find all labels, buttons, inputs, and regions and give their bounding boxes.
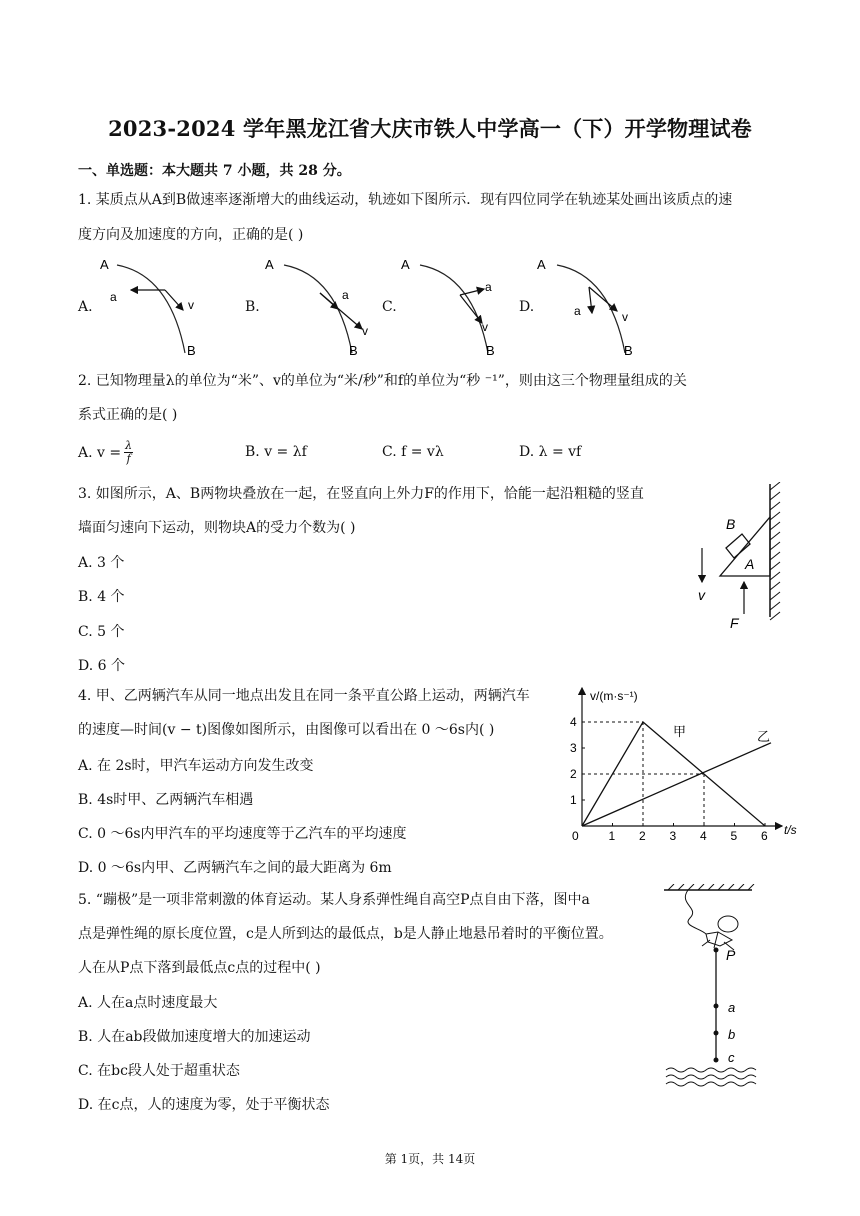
q4-stem-line2: 的速度—时间(v − t)图像如图所示，由图像可以看出在 0 ～6s内( ): [78, 722, 495, 738]
q4-vt-chart: [560, 682, 810, 842]
svg-text:B: B: [486, 343, 495, 358]
velocity-arrow: [165, 290, 183, 310]
q2-option-d: D. λ = vf: [519, 444, 582, 460]
label-a: a: [728, 1000, 736, 1015]
ceiling-hatching: [668, 884, 754, 890]
point-a: [714, 1004, 719, 1009]
q2-stem-line2: 系式正确的是( ): [78, 407, 178, 423]
svg-text:B: B: [624, 343, 633, 358]
q3-stem-line1: 3. 如图所示，A、B两物块叠放在一起，在竖直向上外力F的作用下，恰能一起沿粗糙的竖直: [78, 486, 644, 502]
q4-option-a: A. 在 2s时，甲汽车运动方向发生改变: [78, 758, 314, 774]
q3-option-b: B. 4 个: [78, 589, 125, 605]
q1-stem-line1: 1. 某质点从A到B做速率逐渐增大的曲线运动，轨迹如下图所示．现有四位同学在轨迹某处画出该质点的速: [78, 192, 733, 208]
q2-option-c: C. f = vλ: [382, 444, 444, 460]
svg-text:a: a: [342, 288, 349, 302]
q1-option-c: C.: [382, 299, 397, 315]
label-P: P: [726, 947, 736, 963]
y-tick-label: 1: [570, 793, 577, 807]
q2-option-b: B. v = λf: [245, 444, 307, 460]
label-b: b: [728, 1027, 736, 1042]
section-heading: 一、单选题：本大题共 7 小题，共 28 分。: [78, 163, 351, 179]
svg-text:v: v: [362, 324, 368, 338]
q3-option-c: C. 5 个: [78, 624, 125, 640]
exam-title: 2023-2024 学年黑龙江省大庆市铁人中学高一（下）开学物理试卷: [108, 116, 752, 141]
x-tick-label: 6: [761, 829, 768, 842]
label-A: A: [745, 556, 755, 572]
fraction-denominator: f: [126, 452, 131, 465]
wall-hatching: [770, 482, 780, 620]
q5-option-b: B. 人在ab段做加速度增大的加速运动: [78, 1029, 311, 1045]
label-A: A: [100, 257, 109, 272]
trajectory-curve: [117, 265, 185, 353]
label-v: v: [188, 298, 194, 312]
q2-option-a: [78, 440, 133, 465]
q5-option-d: D. 在c点，人的速度为零，处于平衡状态: [78, 1097, 330, 1113]
q1-stem-line2: 度方向及加速度的方向，正确的是( ): [78, 227, 304, 243]
x-tick-label: 3: [669, 829, 677, 842]
q1-option-a: A.: [78, 299, 93, 315]
q1-figure-a: [95, 255, 205, 360]
svg-text:A: A: [401, 257, 410, 272]
svg-text:A: A: [537, 257, 546, 272]
svg-text:B: B: [349, 343, 358, 358]
x-tick-label: 1: [608, 829, 616, 842]
label-c: c: [728, 1050, 735, 1065]
series-label: 甲: [673, 724, 687, 739]
q5-stem-line2: 点是弹性绳的原长度位置，c是人所到达的最低点，b是人静止地悬吊着时的平衡位置。: [78, 926, 613, 942]
y-tick-label: 4: [570, 715, 577, 729]
q3-option-d: D. 6 个: [78, 658, 125, 674]
q5-stem-line3: 人在从P点下落到最低点c点的过程中( ): [78, 960, 321, 976]
svg-text:a: a: [485, 280, 492, 294]
x-tick-label: 0: [572, 829, 579, 842]
water-waves: [666, 1068, 756, 1086]
y-axis-label: v/(m·s⁻¹): [590, 689, 638, 703]
q1-option-b: B.: [245, 299, 260, 315]
velocity-arrow: [589, 287, 617, 311]
q3-option-a: A. 3 个: [78, 555, 125, 571]
q3-figure: [688, 482, 788, 634]
svg-text:v: v: [622, 310, 628, 324]
q5-bungee-figure: [660, 884, 780, 1094]
series-label: 乙: [757, 728, 771, 744]
q5-option-c: C. 在bc段人处于超重状态: [78, 1063, 240, 1079]
q1-figure-c: [398, 255, 508, 360]
point-P: [714, 948, 719, 953]
jumper-icon: [702, 916, 738, 950]
q3-stem-line2: 墙面匀速向下运动，则物块A的受力个数为( ): [78, 520, 356, 536]
x-tick-label: 5: [730, 829, 738, 842]
label-v: v: [698, 587, 705, 603]
accel-arrow: [589, 287, 592, 313]
point-b: [714, 1031, 719, 1036]
q4-option-c: C. 0 ～6s内甲汽车的平均速度等于乙汽车的平均速度: [78, 826, 407, 842]
label-B: B: [726, 516, 736, 532]
q1-option-d: D.: [519, 299, 535, 315]
block-b: [726, 534, 750, 558]
series-line: [582, 743, 771, 826]
svg-text:v: v: [482, 320, 488, 334]
velocity-arrow: [460, 295, 482, 323]
q4-stem-line1: 4. 甲、乙两辆汽车从同一地点出发且在同一条平直公路上运动，两辆汽车: [78, 688, 530, 704]
q2-stem-line1: 2. 已知物理量λ的单位为“米”、v的单位为“米/秒”和f的单位为“秒 ⁻¹”，则由这三个物理量组成的关: [78, 373, 687, 389]
velocity-arrow: [320, 293, 362, 329]
q4-option-b: B. 4s时甲、乙两辆汽车相遇: [78, 792, 254, 808]
label-a: a: [110, 290, 117, 304]
q5-option-a: A. 人在a点时速度最大: [78, 995, 218, 1011]
x-tick-label: 2: [639, 829, 646, 842]
point-c: [714, 1058, 719, 1063]
q4-option-d: D. 0 ～6s内甲、乙两辆汽车之间的最大距离为 6m: [78, 860, 392, 876]
page-footer: 第 1页，共 14页: [384, 1152, 476, 1166]
q5-stem-line1: 5. “蹦极”是一项非常刺激的体育运动。某人身系弹性绳自高空P点自由下落，图中a: [78, 892, 590, 908]
q2-option-a-prefix: A. v =: [78, 444, 122, 461]
q1-figure-d: [535, 255, 645, 360]
svg-text:a: a: [574, 304, 581, 318]
svg-text:A: A: [265, 257, 274, 272]
label-B: B: [187, 343, 196, 358]
x-axis-label: t/s: [784, 823, 797, 837]
label-F: F: [730, 615, 739, 631]
fraction-numerator: λ: [125, 439, 133, 452]
q1-figure-b: [262, 255, 372, 360]
x-tick-label: 4: [700, 829, 707, 842]
bungee-cord: [685, 890, 706, 934]
y-tick-label: 3: [570, 741, 577, 755]
y-tick-label: 2: [570, 767, 577, 781]
